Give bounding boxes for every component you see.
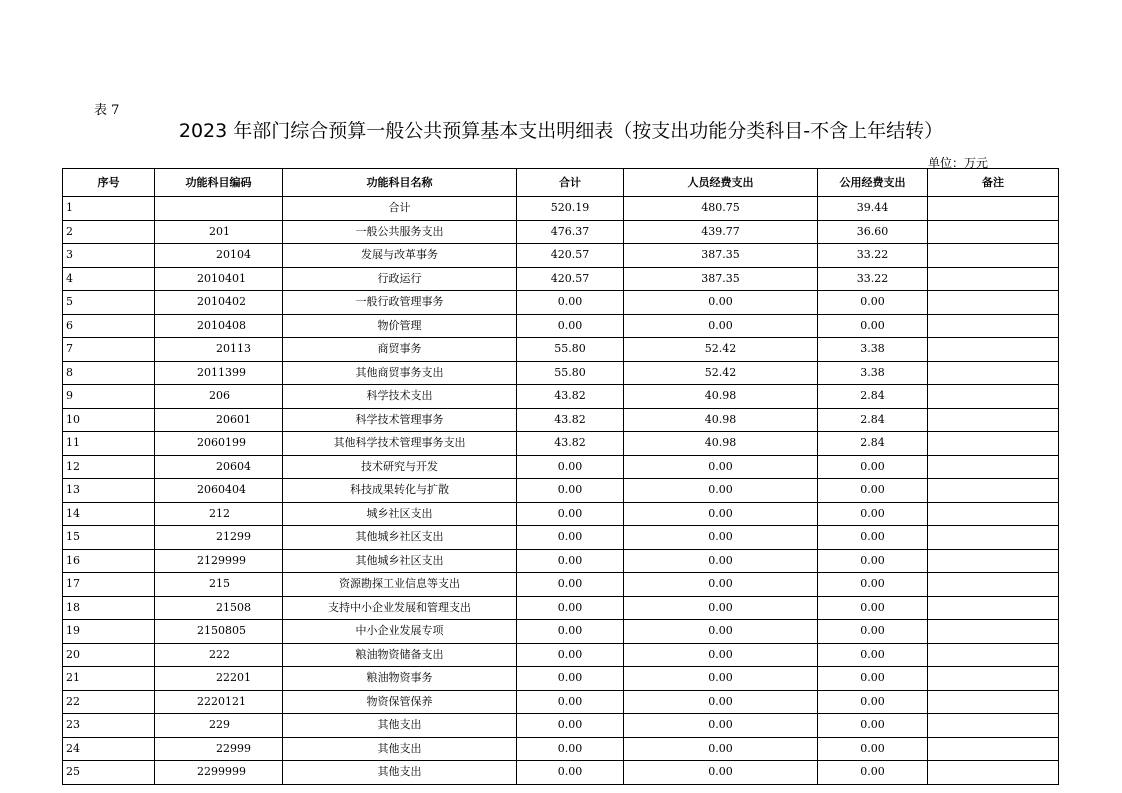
cell-total: 0.00 [517, 314, 624, 338]
cell-personnel: 0.00 [624, 737, 818, 761]
cell-code: 21299 [155, 526, 283, 550]
cell-note [928, 714, 1059, 738]
cell-public: 0.00 [818, 667, 928, 691]
cell-total: 0.00 [517, 690, 624, 714]
cell-code: 2150805 [155, 620, 283, 644]
cell-code: 2011399 [155, 361, 283, 385]
table-row [63, 761, 1059, 785]
cell-personnel: 0.00 [624, 549, 818, 573]
cell-name: 粮油物资事务 [283, 667, 517, 691]
header-public: 公用经费支出 [818, 169, 928, 197]
cell-personnel: 40.98 [624, 432, 818, 456]
cell-personnel: 0.00 [624, 502, 818, 526]
cell-total: 0.00 [517, 714, 624, 738]
cell-code: 2129999 [155, 549, 283, 573]
table-row [63, 338, 1059, 362]
table-row [63, 643, 1059, 667]
cell-name: 发展与改革事务 [283, 244, 517, 268]
cell-name: 科学技术管理事务 [283, 408, 517, 432]
cell-code: 20113 [155, 338, 283, 362]
cell-note [928, 291, 1059, 315]
cell-seq: 20 [63, 643, 155, 667]
cell-total: 420.57 [517, 267, 624, 291]
table-header-row [63, 169, 1059, 197]
cell-public: 2.84 [818, 385, 928, 409]
table-row [63, 291, 1059, 315]
cell-note [928, 479, 1059, 503]
cell-note [928, 432, 1059, 456]
cell-personnel: 0.00 [624, 761, 818, 785]
cell-public: 2.84 [818, 432, 928, 456]
cell-code: 2299999 [155, 761, 283, 785]
table-row [63, 197, 1059, 221]
cell-name: 物资保管保养 [283, 690, 517, 714]
cell-total: 0.00 [517, 761, 624, 785]
cell-code: 22201 [155, 667, 283, 691]
cell-personnel: 0.00 [624, 573, 818, 597]
cell-seq: 13 [63, 479, 155, 503]
cell-seq: 6 [63, 314, 155, 338]
table-row [63, 573, 1059, 597]
table-row [63, 267, 1059, 291]
cell-public: 0.00 [818, 479, 928, 503]
cell-name: 物价管理 [283, 314, 517, 338]
cell-code: 201 [155, 220, 283, 244]
cell-public: 33.22 [818, 244, 928, 268]
header-seq: 序号 [63, 169, 155, 197]
cell-total: 0.00 [517, 596, 624, 620]
table-row [63, 714, 1059, 738]
cell-seq: 11 [63, 432, 155, 456]
cell-personnel: 0.00 [624, 479, 818, 503]
cell-code: 2060404 [155, 479, 283, 503]
cell-name: 其他支出 [283, 761, 517, 785]
cell-note [928, 408, 1059, 432]
cell-personnel: 52.42 [624, 338, 818, 362]
cell-note [928, 761, 1059, 785]
cell-public: 0.00 [818, 690, 928, 714]
cell-seq: 8 [63, 361, 155, 385]
cell-total: 43.82 [517, 385, 624, 409]
cell-code [155, 197, 283, 221]
cell-total: 420.57 [517, 244, 624, 268]
cell-note [928, 596, 1059, 620]
cell-note [928, 643, 1059, 667]
cell-seq: 18 [63, 596, 155, 620]
cell-personnel: 387.35 [624, 244, 818, 268]
table-row [63, 408, 1059, 432]
cell-personnel: 0.00 [624, 667, 818, 691]
cell-personnel: 0.00 [624, 690, 818, 714]
cell-note [928, 361, 1059, 385]
cell-seq: 7 [63, 338, 155, 362]
cell-seq: 4 [63, 267, 155, 291]
cell-public: 36.60 [818, 220, 928, 244]
cell-public: 0.00 [818, 502, 928, 526]
budget-table [62, 168, 1059, 785]
cell-note [928, 385, 1059, 409]
cell-total: 0.00 [517, 526, 624, 550]
cell-total: 0.00 [517, 573, 624, 597]
cell-name: 商贸事务 [283, 338, 517, 362]
cell-public: 39.44 [818, 197, 928, 221]
cell-seq: 12 [63, 455, 155, 479]
header-note: 备注 [928, 169, 1059, 197]
cell-code: 2010408 [155, 314, 283, 338]
header-total: 合计 [517, 169, 624, 197]
cell-code: 212 [155, 502, 283, 526]
cell-note [928, 690, 1059, 714]
table-row [63, 526, 1059, 550]
cell-name: 技术研究与开发 [283, 455, 517, 479]
cell-seq: 16 [63, 549, 155, 573]
cell-total: 55.80 [517, 338, 624, 362]
cell-code: 2010402 [155, 291, 283, 315]
cell-public: 0.00 [818, 314, 928, 338]
cell-total: 0.00 [517, 643, 624, 667]
cell-note [928, 338, 1059, 362]
cell-public: 0.00 [818, 291, 928, 315]
cell-note [928, 737, 1059, 761]
cell-code: 215 [155, 573, 283, 597]
table-row [63, 361, 1059, 385]
cell-code: 206 [155, 385, 283, 409]
cell-total: 0.00 [517, 737, 624, 761]
table-row [63, 690, 1059, 714]
cell-total: 0.00 [517, 667, 624, 691]
table-row [63, 432, 1059, 456]
table-row [63, 502, 1059, 526]
cell-seq: 3 [63, 244, 155, 268]
cell-note [928, 267, 1059, 291]
cell-note [928, 197, 1059, 221]
cell-seq: 9 [63, 385, 155, 409]
cell-code: 20604 [155, 455, 283, 479]
table-row [63, 667, 1059, 691]
cell-public: 33.22 [818, 267, 928, 291]
cell-name: 科技成果转化与扩散 [283, 479, 517, 503]
cell-seq: 19 [63, 620, 155, 644]
cell-code: 2060199 [155, 432, 283, 456]
cell-public: 0.00 [818, 643, 928, 667]
cell-name: 其他支出 [283, 714, 517, 738]
table-row [63, 314, 1059, 338]
cell-code: 22999 [155, 737, 283, 761]
cell-seq: 14 [63, 502, 155, 526]
cell-total: 0.00 [517, 502, 624, 526]
cell-personnel: 0.00 [624, 714, 818, 738]
cell-personnel: 40.98 [624, 408, 818, 432]
cell-public: 2.84 [818, 408, 928, 432]
cell-personnel: 52.42 [624, 361, 818, 385]
cell-name: 中小企业发展专项 [283, 620, 517, 644]
cell-personnel: 0.00 [624, 314, 818, 338]
cell-seq: 5 [63, 291, 155, 315]
cell-public: 3.38 [818, 338, 928, 362]
cell-note [928, 620, 1059, 644]
header-code: 功能科目编码 [155, 169, 283, 197]
cell-public: 3.38 [818, 361, 928, 385]
page-title: 2023 年部门综合预算一般公共预算基本支出明细表（按支出功能分类科目-不含上年结转） [178, 120, 944, 142]
cell-personnel: 439.77 [624, 220, 818, 244]
cell-code: 21508 [155, 596, 283, 620]
cell-total: 520.19 [517, 197, 624, 221]
cell-name: 城乡社区支出 [283, 502, 517, 526]
cell-seq: 10 [63, 408, 155, 432]
cell-seq: 25 [63, 761, 155, 785]
cell-personnel: 0.00 [624, 596, 818, 620]
cell-personnel: 0.00 [624, 291, 818, 315]
cell-name: 一般行政管理事务 [283, 291, 517, 315]
cell-total: 0.00 [517, 479, 624, 503]
cell-public: 0.00 [818, 620, 928, 644]
cell-total: 55.80 [517, 361, 624, 385]
cell-total: 0.00 [517, 455, 624, 479]
table-row [63, 455, 1059, 479]
cell-code: 2220121 [155, 690, 283, 714]
cell-public: 0.00 [818, 714, 928, 738]
table-row [63, 220, 1059, 244]
table-row [63, 244, 1059, 268]
cell-seq: 1 [63, 197, 155, 221]
cell-code: 229 [155, 714, 283, 738]
cell-public: 0.00 [818, 761, 928, 785]
cell-public: 0.00 [818, 596, 928, 620]
cell-seq: 21 [63, 667, 155, 691]
cell-total: 476.37 [517, 220, 624, 244]
cell-personnel: 0.00 [624, 643, 818, 667]
cell-public: 0.00 [818, 526, 928, 550]
cell-note [928, 526, 1059, 550]
cell-public: 0.00 [818, 573, 928, 597]
cell-seq: 22 [63, 690, 155, 714]
cell-public: 0.00 [818, 455, 928, 479]
cell-name: 其他支出 [283, 737, 517, 761]
cell-name: 粮油物资储备支出 [283, 643, 517, 667]
cell-personnel: 0.00 [624, 620, 818, 644]
cell-public: 0.00 [818, 737, 928, 761]
cell-code: 222 [155, 643, 283, 667]
table-row [63, 596, 1059, 620]
cell-total: 0.00 [517, 549, 624, 573]
cell-note [928, 573, 1059, 597]
cell-code: 20601 [155, 408, 283, 432]
cell-total: 0.00 [517, 291, 624, 315]
cell-note [928, 502, 1059, 526]
cell-name: 其他科学技术管理事务支出 [283, 432, 517, 456]
cell-name: 支持中小企业发展和管理支出 [283, 596, 517, 620]
cell-note [928, 549, 1059, 573]
cell-personnel: 0.00 [624, 526, 818, 550]
cell-code: 20104 [155, 244, 283, 268]
cell-total: 0.00 [517, 620, 624, 644]
table-row [63, 549, 1059, 573]
cell-note [928, 220, 1059, 244]
unit-label: 单位：万元 [928, 156, 989, 170]
cell-seq: 2 [63, 220, 155, 244]
table-label: 表 7 [94, 103, 120, 118]
cell-note [928, 455, 1059, 479]
cell-note [928, 314, 1059, 338]
table-row [63, 385, 1059, 409]
cell-personnel: 40.98 [624, 385, 818, 409]
table-row [63, 737, 1059, 761]
cell-seq: 24 [63, 737, 155, 761]
cell-total: 43.82 [517, 408, 624, 432]
cell-name: 其他城乡社区支出 [283, 526, 517, 550]
table-row [63, 479, 1059, 503]
cell-note [928, 667, 1059, 691]
cell-name: 一般公共服务支出 [283, 220, 517, 244]
cell-name: 资源勘探工业信息等支出 [283, 573, 517, 597]
cell-note [928, 244, 1059, 268]
cell-seq: 17 [63, 573, 155, 597]
header-personnel: 人员经费支出 [624, 169, 818, 197]
cell-total: 43.82 [517, 432, 624, 456]
cell-name: 其他城乡社区支出 [283, 549, 517, 573]
cell-public: 0.00 [818, 549, 928, 573]
cell-name: 科学技术支出 [283, 385, 517, 409]
cell-name: 合计 [283, 197, 517, 221]
table-body [63, 197, 1059, 785]
cell-name: 其他商贸事务支出 [283, 361, 517, 385]
cell-personnel: 387.35 [624, 267, 818, 291]
cell-seq: 23 [63, 714, 155, 738]
cell-name: 行政运行 [283, 267, 517, 291]
cell-personnel: 480.75 [624, 197, 818, 221]
cell-code: 2010401 [155, 267, 283, 291]
table-row [63, 620, 1059, 644]
cell-seq: 15 [63, 526, 155, 550]
cell-personnel: 0.00 [624, 455, 818, 479]
header-name: 功能科目名称 [283, 169, 517, 197]
